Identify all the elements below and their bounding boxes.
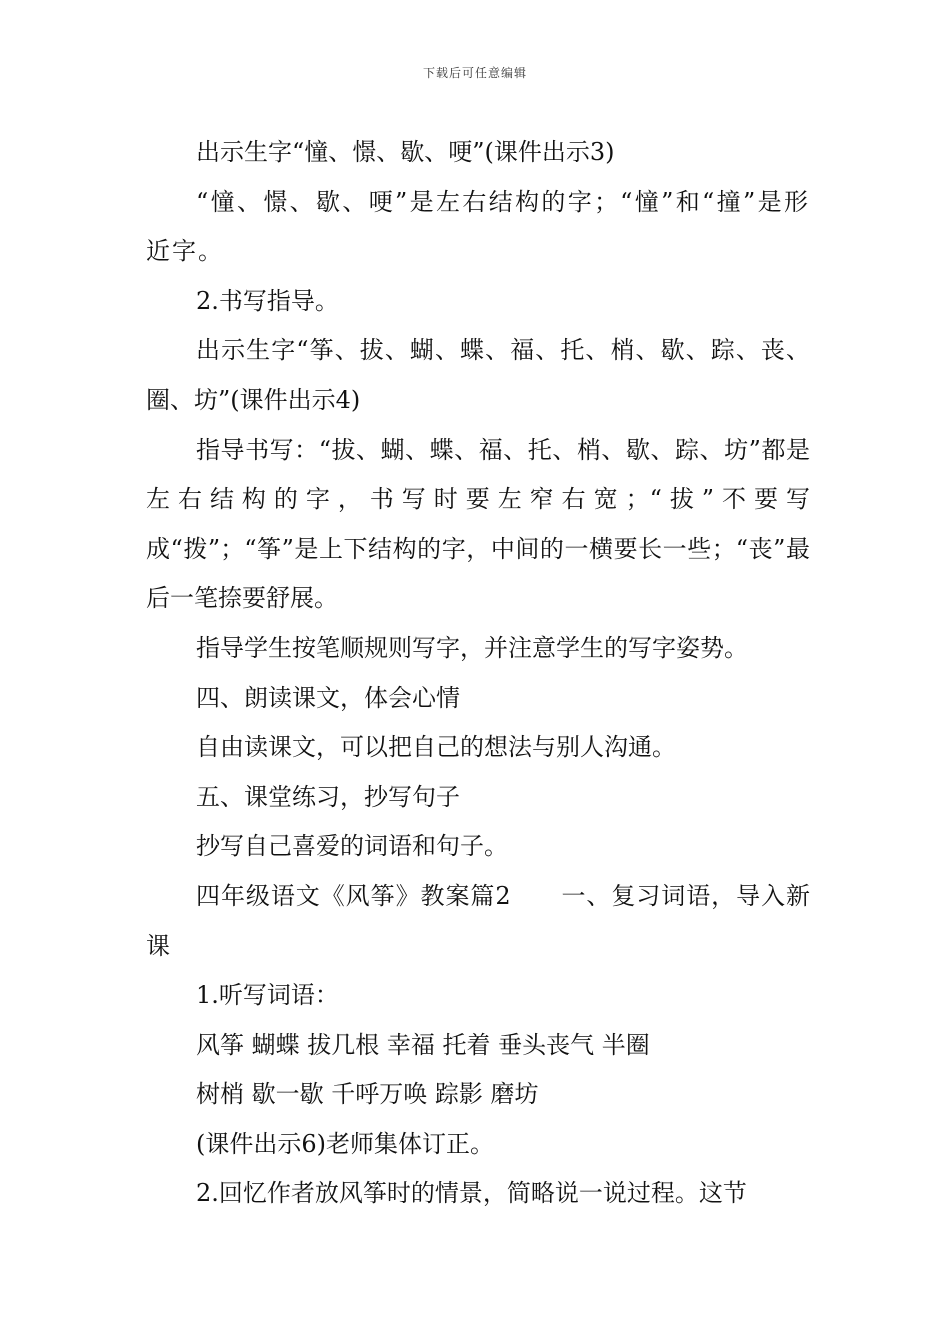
paragraph-9: 1.听写词语：	[196, 981, 339, 1010]
paragraph-8: 抄写自己喜爱的词语和句子。	[196, 832, 508, 861]
section-heading-4: 四、朗读课文，体会心情	[196, 683, 460, 712]
paragraph-4: 出示生字“筝、拔、蝴、蝶、福、托、梢、歇、踪、丧、圈、坊”(课件出示4)	[146, 336, 810, 414]
paragraph-1: 出示生字“憧、憬、歇、哽”(课件出示3)	[196, 138, 615, 166]
paragraph-7: 自由读课文，可以把自己的想法与别人沟通。	[196, 733, 676, 762]
word-list-1: 风筝 蝴蝶 拔几根 幸福 托着 垂头丧气 半圈	[196, 1030, 650, 1059]
paragraph-11: 2.回忆作者放风筝时的情景，简略说一说过程。这节	[196, 1179, 747, 1208]
paragraph-2: “憧、憬、歇、哽”是左右结构的字；“憧”和“撞”是形近字。	[146, 187, 810, 266]
word-list-2: 树梢 歇一歇 千呼万唤 踪影 磨坊	[196, 1080, 539, 1109]
paragraph-6: 指导学生按笔顺规则写字，并注意学生的写字姿势。	[196, 633, 748, 662]
section-heading-5: 五、课堂练习，抄写句子	[196, 782, 460, 811]
lesson-title-2: 四年级语文《风筝》教案篇2 一、复习词语，导入新课	[146, 881, 810, 960]
paragraph-10: (课件出示6)老师集体订正。	[196, 1129, 494, 1158]
paragraph-3: 2.书写指导。	[196, 286, 339, 315]
paragraph-5: 指导书写：“拔、蝴、蝶、福、托、梢、歇、踪、坊”都是左右结构的字，书写时要左窄右宽；“拔”不要写成“拨”；“筝”是上下结构的字，中间的一横要长一些；“丧”最后一笔捺要舒展。	[146, 435, 810, 613]
page-header: 下载后可任意编辑	[422, 66, 527, 80]
document-body	[146, 128, 810, 1219]
